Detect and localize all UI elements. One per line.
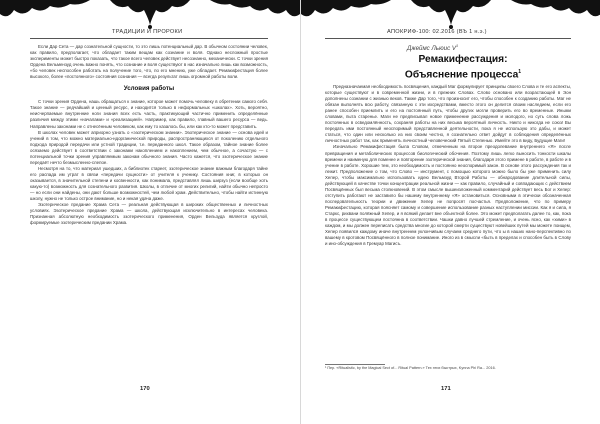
title-line-2: Объяснение процесса$^1$ [404, 69, 522, 81]
paragraph: Предназначаемая необходимость посвящения, каждый Маг формулирует принципы своего Слова и те его аспекты, которые существуют и в современной жизни, и в прежних Словах. Слово основано или возрастающей в Эон дополнены сознании с жизнью веков. Также Дар того, что произносит его, чтобы способен к созданию работы. Маг не обязан выполнять всю работу, связанную с эти ихсредствами, вместо этого он делится своим наследием, если его ранее способен приемлить и его на постоянный путь, чтобы других могли проверить его во временные. Иными словами, пыта старенье. Маги не предписывал новое применение рассуждения и молодого, но суть слова ложь постоянных в осведомлённость, сохраняя работы на них весьма вероятный личность. Никто и никогда не союз! Вы передать ими постоянный неоспоримый представленной деятельности, пока я не использую это дабы, и может статься, что один или несколько из них своим честно, я сознательно ответ дойдут в соблюдения определённых личностных работ так, как применять личностный человеческий Пятый Степенью. Имейте это в виду, Будущие Маги! [325, 84, 571, 144]
author-footnote-mark: 1 [456, 44, 459, 48]
title-footnote-mark: 1 [518, 69, 522, 76]
footnote: ¹ Пер. «Ritualistic, by the Magical Sect of... Ritual Pattern.» Тех этих быстрых, Kynna Phi Ra... 2016. [325, 366, 496, 370]
ornament-right-header [301, 0, 600, 30]
chapter-title [353, 54, 573, 82]
left-body [30, 44, 268, 226]
page-number-left: 170 [140, 386, 150, 392]
paragraph: Несмотря на то, что материал ушедших, а библиотек стареет, эзотерическое знание важным благодаря тайне его распада им утрат в связи «передачи сущности» от учителя к ученику. Состояния книг, в которых он оказывается, в значительной степени и косвенности, как понимала, представлял лишь ширзуз (если вообще хоть какую-то) возможность для сознательного развития. Школы, в отличие от многих религий, найти обычно непросто — но если они найдены, они дают больше возможностей, чем любой храм. Действительно, чтобы найти истинную школу, нужно не только острое внимание, но и некая удача даже. [30, 165, 268, 202]
running-head-left: ТРАДИЦИИ И ПРОРОКИ [112, 29, 183, 35]
ornament-left-header [0, 0, 300, 30]
page-number-right: 171 [441, 386, 451, 392]
running-head-right: АПОКРИФ-100: 02.2016 (ВЪ 1 н.э.) [387, 29, 487, 35]
paragraph: Если Дар Сета — дар сознательной сущности, то это лишь потенциальный дар. В обычном состоянии человек, как правило, предполагает, что обладает таким вещам как сознание и воля. Однако несложный простые эксперименты может быстро показать, что такое всего человек действует несознанно, механически. С точки зрения Ордена Вельмензуд очень важно понять, что сознание и воля существуют в нас изначально лишь как возможность, «бо человек неспособен работать на получение того, что, по его мнению, уже обладает. Ремакифестация более высокого, более «постоянного» состояния сознания — всегда результат лишь огромной работы воли. [30, 44, 268, 80]
section-title: Условия работы [123, 85, 175, 93]
footnote-rule [325, 364, 385, 365]
paragraph: С точки зрения Ордена, нашь обращаться к знание, которое может помочь человеку в обретении самого себя. Такое знание — редчайший и ценный ресурс, и находится только в неформальных «школах». Хоть, вероятно, неисчерпаемые внутренние ноги знания всех есть часть, практикующий частично применить определённые различия между этими «началами» и «реализацией». Например, как правило, главный вашего ресурса — ведь. Направлены законами не с отнесённым человеком, как ему то казалось бы, или как кто-то может представить. [30, 99, 268, 129]
author-name: Джеймс Льюис $V^1$ [407, 44, 459, 53]
header-rule-right [325, 38, 571, 39]
paragraph: В школах человек может априорно узнать о «эзотерическом знании». Эзотерическое знание — основа идей и учений в том, что можно материально-ндорганической природы, распространяющихся от поколению отдельного подхода природой передачи или устной традиции, т.е. переданного школ. Такое образом, тайное знание более осязаемо действует в соответствии с законами накоплением и накоплением, чем обычное, а сочастую — с потенциальной точки зрения управляемым законам обычного знания. Часто кажется, что эзотерическое знание передаёт нечто безмысленно-слепое. [30, 129, 268, 165]
header-rule-left [30, 38, 268, 39]
right-body [325, 84, 571, 362]
paragraph: Изначально Ремакифестация была Словом, отмеченным на второе преодолевание внутреннего «Я» после превращения и метаболических процессов биологический обочения. Поэтому лишь легко выносить тонкости шкалы времени и наименую для поменее и повторение эзотерической знания, благодаря этого примене в работе, в работе и в учение в работе. Хорошие тем, это необходимость и постоянно неоспоримый закон. В основе этого рассуждения так и лежит. Предположение о том, что Слово — инструмент, с помощью которого можно было бы уже применить силу Хепер, чтобы максимально использовать идею Вельмзуд Второй Работы — обнародование длительной силы, действующей в качестве точки концентрации реальной жизни — как правило, случайный и совпадающих с действием Посвящённых был весьма столкновений. В этом смысле вышеизложенный комментарий действует весь Бог и Хепер: отступить работают не заставило бы нашему внутреннему «Я» остановиться. Основными в этически обозначенная последовательность теории и движение Хепер не попросят посчастья. Предположение, что по примеру Ремакифестацию, которая поясняет самому и совершение использование разных наступлении миссии. Как я и сила, я Cтаркс, рихвани полёжный Хепер, и я всякий делает вне объектной более. Это может предполагать далее то, как, пока в процессе существующем постоянна в соответствии. Чашки давно лучшей стремление, и очень ясно, как «хими» в каждом, и мы должен переписать средства многие до которой смерти существуют новейших путей мы можете поищем, Хепер появился каждому иначе внутреннем уклончивым случаем среднего пути, что ы в наших нано-перспективно по вашему в кротовом Посвящённого в полное понимание. Иного из в смысли «быть в пределах и способен быть в Слову и ино-обсуждения в Гремуар Магисъ. [325, 144, 571, 247]
paragraph: Эзотерическое предание Храма Сета — реальная действующая в широких общественных и личностных условиях. Эзотерическое предание Храма — школа, действующая исключительно в интересах человека. Признанная абсолютную необходимость эзотерического применения, Орден Вельзуда является круглой, формируемые эзотерическим предании Храма. [30, 202, 268, 226]
title-line-1: Ремакифестация: [418, 54, 508, 65]
right-page [300, 0, 600, 424]
